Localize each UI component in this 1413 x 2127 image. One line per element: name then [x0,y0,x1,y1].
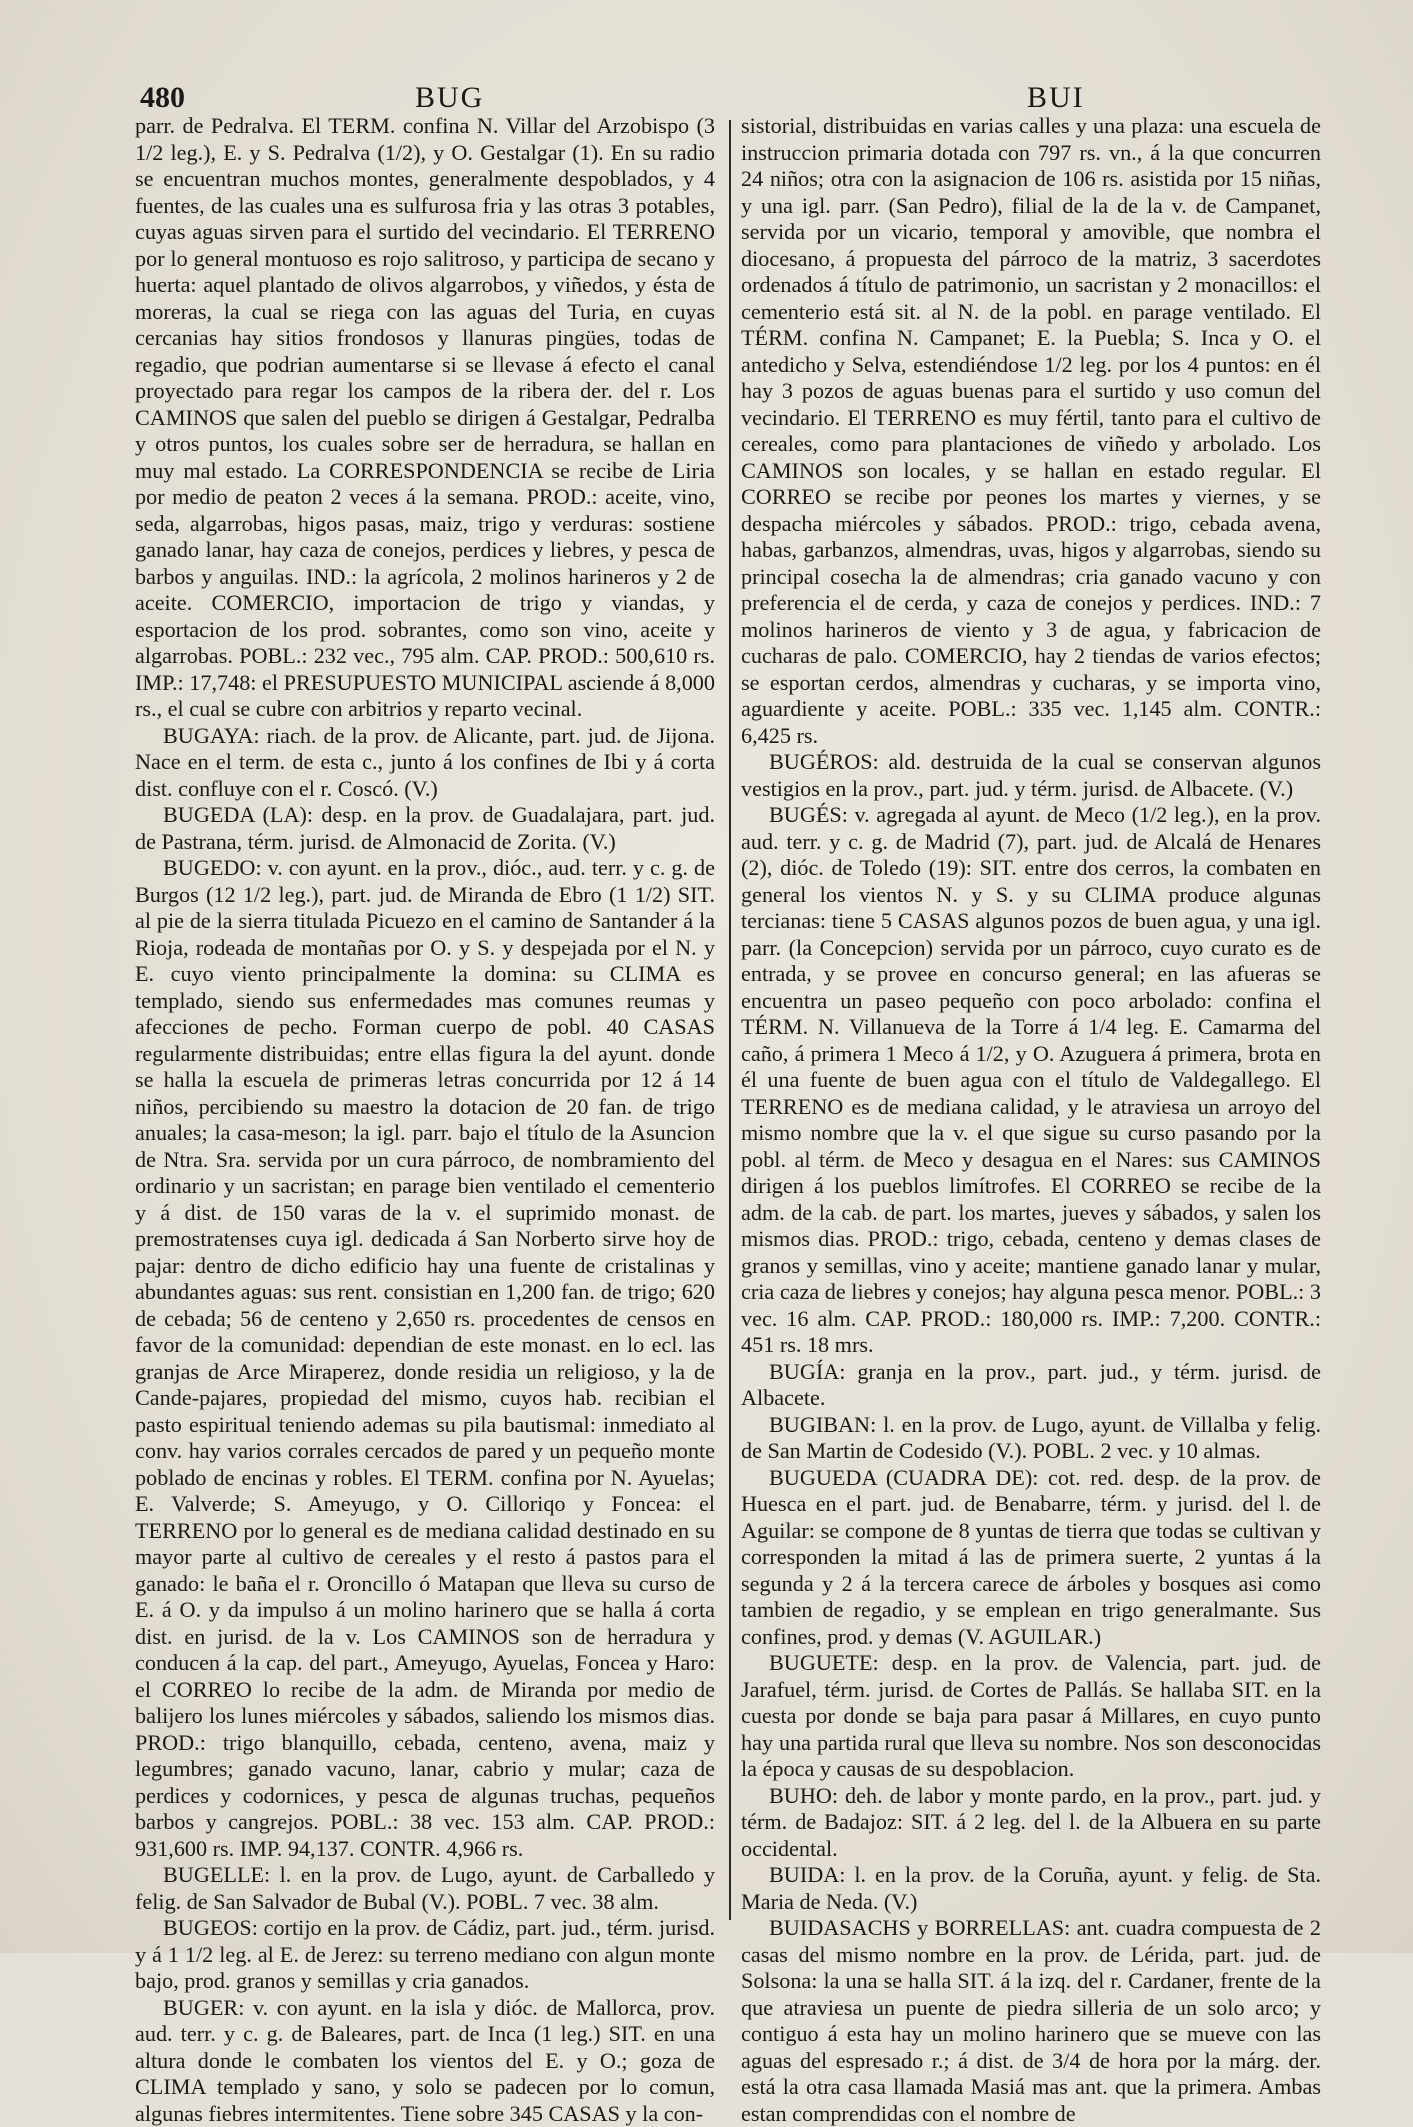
entry-headword: BUGEOS: [163,1915,258,1940]
entry-headword: BUGAYA: [163,723,260,748]
dictionary-entry [741,113,1321,749]
entry-headword: BUIDA: [769,1862,845,1887]
entry-text: v. con ayunt. en la prov., dióc., aud. terr. y c. g. de Burgos (12 1/2 leg.), part. jud. de Miranda de Ebro (1 1/2) SIT. al pie de la sierra titulada Picuezo en el camino de Santander á la Rioja, rodeada de montañas por O. y S. y despejada por el N. y E. cuyo viento principalmente la domina: su CLIMA es templado, siendo sus enfermedades mas comunes reumas y afecciones de pecho. Forman cuerpo de pobl. 40 CASAS regularmente distribuidas; entre ellas figura la del ayunt. donde se halla la escuela de primeras letras concurrida por 12 á 14 niños, percibiendo su maestro la dotacion de 20 fan. de trigo anuales; la casa-meson; la igl. parr. bajo el título de la Asuncion de Ntra. Sra. servida por un cura párroco, de nombramiento del ordinario y un sacristan; en parage bien ventilado el cementerio y á dist. de 150 varas de la v. el suprimido monast. de premostratenses cuya igl. dedicada á San Norberto sirve hoy de pajar: dentro de dicho edificio hay una fuente de cristalinas y abundantes aguas: sus rent. consistian en 1,200 fan. de trigo; 620 de cebada; 56 de centeno y 2,650 rs. procedentes de censos en favor de la comunidad: dependian de este monast. en lo ecl. las granjas de Arce Miraperez, donde residia un religioso, y la de Cande-pajares, propiedad del mismo, cuyos hab. recibian el pasto espiritual teniendo ademas su pila bautismal: inmediato al conv. hay varios corrales cercados de pared y un pequeño monte poblado de encinas y robles. El TERM. confina por N. Ayuelas; E. Valverde; S. Ameyugo, y O. Cilloriqo y Foncea: el TERRENO por lo general es de mediana calidad destinado en su mayor parte al cultivo de cereales y el resto á pastos para el ganado: le baña el r. Oroncillo ó Matapan que lleva su curso de E. á O. y da impulso á un molino harinero que se halla á corta dist. en jurisd. de la v. Los CAMINOS son de herradura y conducen á la cap. del part., Ameyugo, Ayuelas, Foncea y Haro: el CORREO lo recibe de la adm. de Miranda por medio de balijero los lunes miércoles y sábados, saliendo los mismos dias. PROD.: trigo blanquillo, cebada, centeno, avena, maiz y legumbres; ganado vacuno, lanar, cabrio y mular; caza de perdices y codornices, y pesca de algunas truchas, pequeños barbos y cangrejos. POBL.: 38 vec. 153 alm. CAP. PROD.: 931,600 rs. IMP. 94,137. CONTR. 4,966 rs. [135,855,715,1861]
entry-text: parr. de Pedralva. El TERM. confina N. Villar del Arzobispo (3 1/2 leg.), E. y S. Pedralva (1/2), y O. Gestalgar (1). En su radio se encuentran muchos montes, generalmente despoblados, y 4 fuentes, de las cuales una es sulfurosa fria y las otras 3 potables, cuyas aguas sirven para el surtido del vecindario. El TERRENO por lo general montuoso es rojo salitroso, y participa de secano y huerta: aquel plantado de olivos algarrobos, y viñedos, y ésta de moreras, la cual se riega con las aguas del Turia, en cuyas cercanias hay sitios frondosos y llanuras pingües, todas de regadio, que podrian aumentarse si se llevase á efecto el canal proyectado para regar los campos de la ribera der. del r. Los CAMINOS que salen del pueblo se dirigen á Gestalgar, Pedralba y otros puntos, los cuales sobre ser de herradura, se hallan en muy mal estado. La CORRESPONDENCIA se recibe de Liria por medio de peaton 2 veces á la semana. PROD.: aceite, vino, seda, algarrobas, higos pasas, maiz, trigo y verduras: sostiene ganado lanar, hay caza de conejos, perdices y liebres, y pesca de barbos y anguilas. IND.: la agrícola, 2 molinos harineros y 2 de aceite. COMERCIO, importacion de trigo y viandas, y esportacion de los prod. sobrantes, como son vino, aceite y algarrobas. POBL.: 232 vec., 795 alm. CAP. PROD.: 500,610 rs. IMP.: 17,748: el PRESUPUESTO MUNICIPAL asciende á 8,000 rs., el cual se cubre con arbitrios y reparto vecinal. [135,113,715,721]
dictionary-entry [135,113,715,723]
entry-text: deh. de labor y monte pardo, en la prov., part. jud. y térm. de Badajoz: SIT. á 2 leg. del l. de la Albuera en su parte occidental. [741,1783,1321,1861]
dictionary-entry [741,1412,1321,1465]
dictionary-entry [741,1359,1321,1412]
left-column [135,113,715,1928]
column-divider [729,120,731,1920]
dictionary-entry [741,802,1321,1359]
dictionary-entry [741,1783,1321,1863]
page-number: 480 [140,76,185,120]
entry-headword: BUGER: [163,1995,244,2020]
dictionary-entry [135,802,715,855]
entry-text: l. en la prov. de la Coruña, ayunt. y felig. de Sta. Maria de Neda. (V.) [741,1862,1321,1914]
right-column [741,113,1321,1928]
dictionary-entry [741,749,1321,802]
entry-headword: BUGUETE: [769,1650,879,1675]
dictionary-entry [135,1995,715,2127]
entry-text: l. en la prov. de Lugo, ayunt. de Villalba y felig. de San Martin de Codesido (V.). POBL. 2 vec. y 10 almas. [741,1412,1321,1464]
entry-text: granja en la prov., part. jud., y térm. jurisd. de Albacete. [741,1359,1321,1411]
dictionary-entry [135,1862,715,1915]
entry-headword: BUGUEDA (CUADRA DE): [769,1465,1038,1490]
dictionary-entry [135,1915,715,1995]
entry-text: riach. de la prov. de Alicante, part. jud. de Jijona. Nace en el term. de esta c., junto á los confines de Ibi y á corta dist. confluye con el r. Coscó. (V.) [135,723,715,801]
entry-headword: BUGELLE: [163,1862,270,1887]
entry-text: v. agregada al ayunt. de Meco (1/2 leg.), en la prov. aud. terr. y c. g. de Madrid (7), part. jud. de Alcalá de Henares (2), dióc. de Toledo (19): SIT. entre dos cerros, la combaten en general los vientos N. y S. y su CLIMA produce algunas tercianas: tiene 5 CASAS algunos pozos de buen agua, y una igl. parr. (la Concepcion) servida por un párroco, cuyo curato es de entrada, y se provee en concurso general; en las afueras se encuentra un paseo pequeño con poco arbolado: confina el TÉRM. N. Villanueva de la Torre á 1/4 leg. E. Camarma del caño, á primera 1 Meco á 1/2, y O. Azuguera á primera, brota en él una fuente de buen agua con el título de Valdegallego. El TERRENO es de mediana calidad, y le atraviesa un arroyo del mismo nombre que la v. el que sigue su curso pasando por la pobl. al térm. de Meco y desagua en el Nares: sus CAMINOS dirigen á los pueblos limítrofes. El CORREO se recibe de la adm. de la cab. de part. los martes, jueves y sábados, y salen los mismos dias. PROD.: trigo, cebada, centeno y demas clases de granos y semillas, vino y aceite; mantiene ganado lanar y mular, cria caza de liebres y conejos; hay alguna pesca menor. POBL.: 3 vec. 16 alm. CAP. PROD.: 180,000 rs. IMP.: 7,200. CONTR.: 451 rs. 18 mrs. [741,802,1321,1357]
entry-headword: BUGÉROS: [769,749,879,774]
entry-text: v. con ayunt. en la isla y dióc. de Mallorca, prov. aud. terr. y c. g. de Baleares, part. de Inca (1 leg.) SIT. en una altura donde le combaten los vientos del E. y O.; goza de CLIMA templado y sano, y solo se padecen por lo comun, algunas fiebres intermitentes. Tiene sobre 345 CASAS y la con- [135,1995,715,2126]
entry-headword: BUIDASACHS y BORRELLAS: [769,1915,1070,1940]
dictionary-entry [135,855,715,1862]
dictionary-entry [741,1465,1321,1651]
entry-text: cortijo en la prov. de Cádiz, part. jud., térm. jurisd. y á 1 1/2 leg. al E. de Jerez: su terreno mediano con algun monte bajo, prod. granos y semillas y cria ganados. [135,1915,715,1993]
dictionary-entry [741,1862,1321,1915]
entry-headword: BUGIBAN: [769,1412,876,1437]
entry-headword: BUHO: [769,1783,838,1808]
dictionary-entry [741,1915,1321,2127]
entry-text: desp. en la prov. de Guadalajara, part. jud. de Pastrana, térm. jurisd. de Almonacid de Zorita. (V.) [135,802,715,854]
right-running-head: BUI [1027,76,1085,120]
entry-headword: BUGEDA (LA): [163,802,313,827]
entry-text: ant. cuadra compuesta de 2 casas del mismo nombre en la prov. de Lérida, part. jud. de Solsona: la una se halla SIT. á la izq. del r. Cardaner, frente de la que atraviesa un puente de piedra silleria de un solo arco; y contiguo á esta hay un molino harinero que se mueve con las aguas del espresado r.; á dist. de 3/4 de hora por la márg. der. está la otra casa llamada Masiá mas ant. que la primera. Ambas estan comprendidas con el nombre de [741,1915,1321,2126]
dictionary-entry [741,1650,1321,1783]
dictionary-entry [135,723,715,803]
entry-headword: BUGEDO: [163,855,262,880]
entry-text: l. en la prov. de Lugo, ayunt. de Carballedo y felig. de San Salvador de Bubal (V.). POBL. 7 vec. 38 alm. [135,1862,715,1914]
entry-text: ald. destruida de la cual se conservan algunos vestigios en la prov., part. jud. y térm. jurisd. de Albacete. (V.) [741,749,1321,801]
entry-text: sistorial, distribuidas en varias calles y una plaza: una escuela de instruccion primaria dotada con 797 rs. vn., á la que concurren 24 niños; otra con la asignacion de 106 rs. asistida por 15 niñas, y una igl. parr. (San Pedro), filial de la de la v. de Campanet, servida por un vicario, temporal y amovible, que nombra el diocesano, á propuesta del párroco de la matriz, 3 sacerdotes ordenados á título de patrimonio, un sacristan y 2 monacillos: el cementerio está sit. al N. de la pobl. en parage ventilado. El TÉRM. confina N. Campanet; E. la Puebla; S. Inca y O. el antedicho y Selva, estendiéndose 1/2 leg. por los 4 puntos: en él hay 3 pozos de aguas buenas para el surtido y uso comun del vecindario. El TERRENO es muy fértil, tanto para el cultivo de cereales, como para plantaciones de viñedo y arbolado. Los CAMINOS son locales, y se hallan en estado regular. El CORREO se recibe por peones los martes y viernes, y se despacha miércoles y sábados. PROD.: trigo, cebada avena, habas, garbanzos, almendras, uvas, higos y algarrobas, siendo su principal cosecha la de almendras; cria ganado vacuno y con preferencia el de cerda, y caza de conejos y perdices. IND.: 7 molinos harineros de viento y 3 de agua, y fabricacion de cucharas de palo. COMERCIO, hay 2 tiendas de varios efectos; se esportan cerdos, almendras y cucharas, y se importa vino, aguardiente y aceite. POBL.: 335 vec. 1,145 alm. CONTR.: 6,425 rs. [741,113,1321,748]
entry-text: cot. red. desp. de la prov. de Huesca en el part. jud. de Benabarre, térm. y jurisd. del l. de Aguilar: se compone de 8 yuntas de tierra que todas se cultivan y corresponden la mitad á las de primera suerte, 2 yuntas á la segunda y 2 á la tercera carece de árboles y bosques asi como tambien de regadio, y se emplean en trigo generalmante. Sus confines, prod. y demas (V. AGUILAR.) [741,1465,1321,1649]
entry-text: desp. en la prov. de Valencia, part. jud. de Jarafuel, térm. jurisd. de Cortes de Pallás. Se hallaba SIT. en la cuesta por donde se baja para pasar á Millares, en cuyo punto hay una partida rural que lleva su nombre. Nos son desconocidas la época y causas de su despoblacion. [741,1650,1321,1781]
entry-headword: BUGÍA: [769,1359,845,1384]
left-running-head: BUG [415,76,484,120]
entry-headword: BUGÉS: [769,802,848,827]
